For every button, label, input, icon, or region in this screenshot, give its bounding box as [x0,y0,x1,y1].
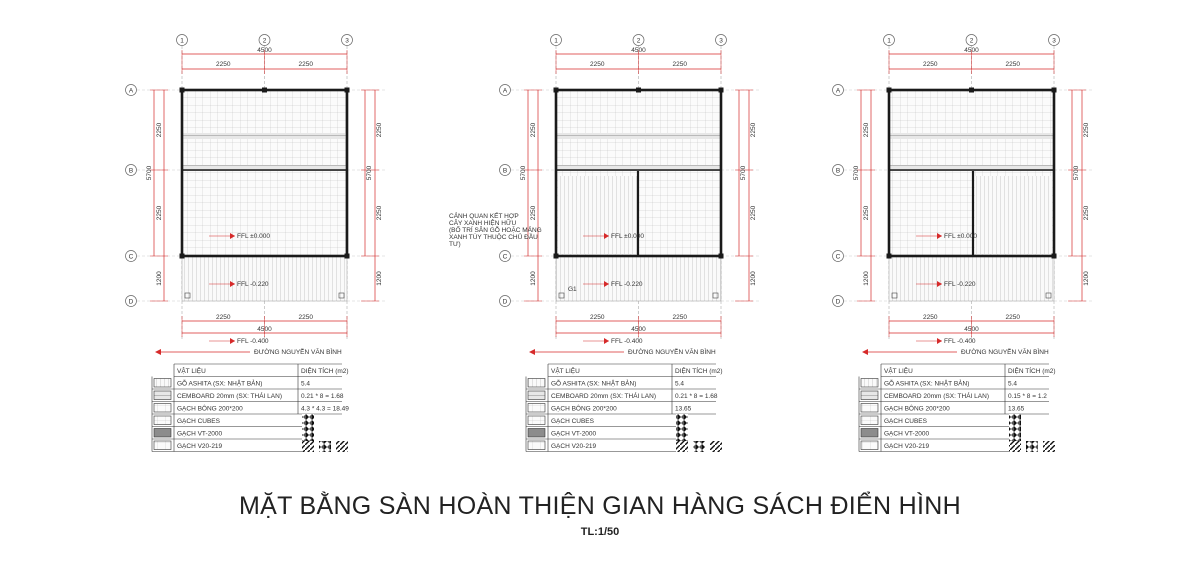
road-arrow-head [862,349,868,355]
material-area-3: 4.3 * 4.3 = 18.49 [301,405,349,413]
material-name-3: GẠCH BÔNG 200*200 [551,405,617,413]
stripe-pattern-sample [710,441,722,452]
material-name-3: GẠCH BÔNG 200*200 [884,405,950,413]
column [1052,88,1057,93]
dim-bottom-total: 4500 [631,326,646,333]
grid-label-2: 2 [636,37,641,45]
materials-table-1 [152,364,349,452]
column [719,88,724,93]
ffl-main: FFL ±0.000 [237,233,270,240]
road-label: ĐƯỜNG NGUYỄN VĂN BÌNH [254,349,342,356]
material-swatch-4 [861,416,878,425]
dim-top-total: 4500 [964,47,979,54]
grid-label-A: A [835,87,841,95]
table-header-area: DIỆN TÍCH (m2) [1008,368,1056,375]
material-area-1: 5.4 [675,380,685,388]
vt-pattern-sample [1026,441,1038,452]
drawing-scale: TL:1/50 [580,526,620,538]
v20-pattern-sample [676,441,688,452]
dim-right-cd: 1200 [750,271,757,286]
dim-right-ab: 2250 [750,122,757,138]
material-area-3: 13.65 [1008,405,1025,413]
dim-bottom-left: 2250 [590,314,605,321]
grid-label-3: 3 [1052,37,1056,45]
landscape-note-line-3: (BỐ TRÍ SÂN GỖ HOẶC MẢNG [449,227,542,234]
column [887,254,892,259]
material-swatch-5 [154,429,171,438]
ffl-porch: FFL -0.220 [611,281,643,288]
floor-plan-2 [500,35,762,453]
material-swatch-2 [154,391,171,400]
material-area-1: 5.4 [301,380,311,388]
grid-label-B: B [835,167,841,175]
dim-right-total: 5700 [1073,165,1080,181]
column [345,254,350,259]
column [262,88,267,93]
material-swatch-3 [528,404,545,413]
dim-top-left: 2250 [590,61,605,68]
dim-left-total: 5700 [853,165,860,181]
materials-table-2 [526,364,723,452]
ffl-porch: FFL -0.220 [944,281,976,288]
dim-right-bc: 2250 [750,205,757,221]
material-name-5: GẠCH VT-2000 [551,430,597,438]
cemboard-strip-1 [890,133,1053,139]
grid-label-1: 1 [887,37,891,45]
cemboard-strip-1 [557,133,720,139]
material-name-2: CEMBOARD 20mm (SX: THÁI LAN) [177,393,282,400]
material-name-4: GẠCH CUBES [177,418,220,425]
dim-top-right: 2250 [672,61,687,68]
grid-label-C: C [835,253,841,261]
dim-top-left: 2250 [216,61,231,68]
column [1052,254,1057,259]
dim-left-cd: 1200 [863,271,870,286]
dim-bottom-total: 4500 [257,326,272,333]
material-swatch-4 [528,416,545,425]
material-name-2: CEMBOARD 20mm (SX: THÁI LAN) [551,393,656,400]
floor-plan-1 [126,35,388,453]
dim-top-right: 2250 [298,61,313,68]
floor-plan-3 [833,35,1095,453]
stripe-pattern-sample [1043,441,1055,452]
material-swatch-3 [154,404,171,413]
grid-label-B: B [502,167,508,175]
dim-left-bc: 2250 [530,205,537,221]
material-swatch-1 [154,379,171,388]
material-swatch-4 [154,416,171,425]
material-area-1: 5.4 [1008,380,1018,388]
dim-right-ab: 2250 [1083,122,1090,138]
material-swatch-5 [528,429,545,438]
dim-right-cd: 1200 [1083,271,1090,286]
material-name-3: GẠCH BÔNG 200*200 [177,405,243,413]
grid-label-C: C [128,253,134,261]
table-header-material: VẬT LIỆU [177,368,206,375]
table-header-area: DIỆN TÍCH (m2) [675,368,723,375]
column [636,88,641,93]
dim-bottom-right: 2250 [1005,314,1020,321]
grid-label-C: C [502,253,508,261]
dim-top-left: 2250 [923,61,938,68]
material-swatch-6 [154,441,171,450]
dim-left-ab: 2250 [156,122,163,138]
dim-right-total: 5700 [366,165,373,181]
dim-left-total: 5700 [146,165,153,181]
wood-floor-area [558,176,638,254]
materials-table-3 [859,364,1056,452]
landscape-note-line-1: CẢNH QUAN KẾT HỢP [449,213,519,220]
grid-label-3: 3 [719,37,723,45]
g1-label: G1 [568,286,577,293]
material-area-3: 13.65 [675,405,692,413]
grid-label-A: A [502,87,508,95]
landscape-note-line-2: CÂY XANH HIỆN HỮU [449,220,517,227]
ffl-main: FFL ±0.000 [944,233,977,240]
ffl-road: FFL -0.400 [944,338,976,345]
dim-top-right: 2250 [1005,61,1020,68]
road-label: ĐƯỜNG NGUYỄN VĂN BÌNH [961,349,1049,356]
material-name-6: GẠCH V20-219 [177,443,223,450]
table-header-material: VẬT LIỆU [551,368,580,375]
landscape-note-line-5: TƯ) [449,241,461,248]
vt-pattern-sample [319,441,331,452]
dim-left-bc: 2250 [156,205,163,221]
material-name-6: GẠCH V20-219 [551,443,597,450]
dim-bottom-left: 2250 [216,314,231,321]
ffl-main: FFL ±0.000 [611,233,644,240]
grid-label-A: A [128,87,134,95]
dim-right-cd: 1200 [376,271,383,286]
ffl-road: FFL -0.400 [237,338,269,345]
ffl-road: FFL -0.400 [611,338,643,345]
material-area-2: 0.21 * 8 = 1.68 [301,393,344,400]
dim-bottom-right: 2250 [672,314,687,321]
ffl-porch: FFL -0.220 [237,281,269,288]
road-arrow-head [529,349,535,355]
wood-floor-area [975,176,1052,254]
material-area-2: 0.21 * 8 = 1.68 [675,393,718,400]
column [887,88,892,93]
dim-top-total: 4500 [631,47,646,54]
road-arrow-head [155,349,161,355]
column [345,88,350,93]
grid-label-D: D [128,298,134,306]
grid-label-3: 3 [345,37,349,45]
grid-label-1: 1 [180,37,184,45]
grid-label-D: D [835,298,841,306]
stripe-pattern-sample [336,441,348,452]
dim-bottom-total: 4500 [964,326,979,333]
grid-label-1: 1 [554,37,558,45]
material-name-4: GẠCH CUBES [884,418,927,425]
material-name-2: CEMBOARD 20mm (SX: THÁI LAN) [884,393,989,400]
column [180,254,185,259]
dim-right-bc: 2250 [1083,205,1090,221]
grid-label-2: 2 [969,37,974,45]
landscape-note-line-4: XANH TÙY THUỘC CHỦ ĐẦU [449,234,538,241]
material-area-2: 0.15 * 8 = 1.2 [1008,393,1047,400]
material-swatch-1 [528,379,545,388]
dim-left-cd: 1200 [156,271,163,286]
material-name-1: GỖ ASHITA (SX: NHẬT BẢN) [177,380,263,388]
drawing-title: MẶT BẰNG SÀN HOÀN THIỆN GIAN HÀNG SÁCH ĐIỂN HÌNH [239,492,961,520]
grid-label-D: D [502,298,508,306]
dim-left-ab: 2250 [530,122,537,138]
dim-right-total: 5700 [740,165,747,181]
column [180,88,185,93]
material-swatch-5 [861,429,878,438]
dim-left-bc: 2250 [863,205,870,221]
dim-left-ab: 2250 [863,122,870,138]
table-header-material: VẬT LIỆU [884,368,913,375]
material-name-4: GẠCH CUBES [551,418,594,425]
grid-label-2: 2 [262,37,267,45]
column [969,88,974,93]
dim-left-cd: 1200 [530,271,537,286]
material-swatch-1 [861,379,878,388]
dim-right-bc: 2250 [376,205,383,221]
v20-pattern-sample [1009,441,1021,452]
wood-deck-porch [182,256,347,301]
tile-floor [182,90,347,256]
material-swatch-6 [528,441,545,450]
table-header-area: DIỆN TÍCH (m2) [301,368,349,375]
dim-bottom-left: 2250 [923,314,938,321]
dim-left-total: 5700 [520,165,527,181]
v20-pattern-sample [302,441,314,452]
column [554,88,559,93]
wood-deck-porch [556,256,721,301]
material-name-1: GỖ ASHITA (SX: NHẬT BẢN) [551,380,637,388]
material-swatch-6 [861,441,878,450]
column [719,254,724,259]
material-name-5: GẠCH VT-2000 [884,430,930,438]
cemboard-strip-1 [183,133,346,139]
grid-label-B: B [128,167,134,175]
dim-right-ab: 2250 [376,122,383,138]
vt-pattern-sample [693,441,705,452]
material-swatch-2 [861,391,878,400]
material-swatch-2 [528,391,545,400]
road-label: ĐƯỜNG NGUYỄN VĂN BÌNH [628,349,716,356]
material-name-5: GẠCH VT-2000 [177,430,223,438]
dim-bottom-right: 2250 [298,314,313,321]
material-name-6: GẠCH V20-219 [884,443,930,450]
wood-deck-porch [889,256,1054,301]
material-swatch-3 [861,404,878,413]
dim-top-total: 4500 [257,47,272,54]
material-name-1: GỖ ASHITA (SX: NHẬT BẢN) [884,380,970,388]
column [554,254,559,259]
